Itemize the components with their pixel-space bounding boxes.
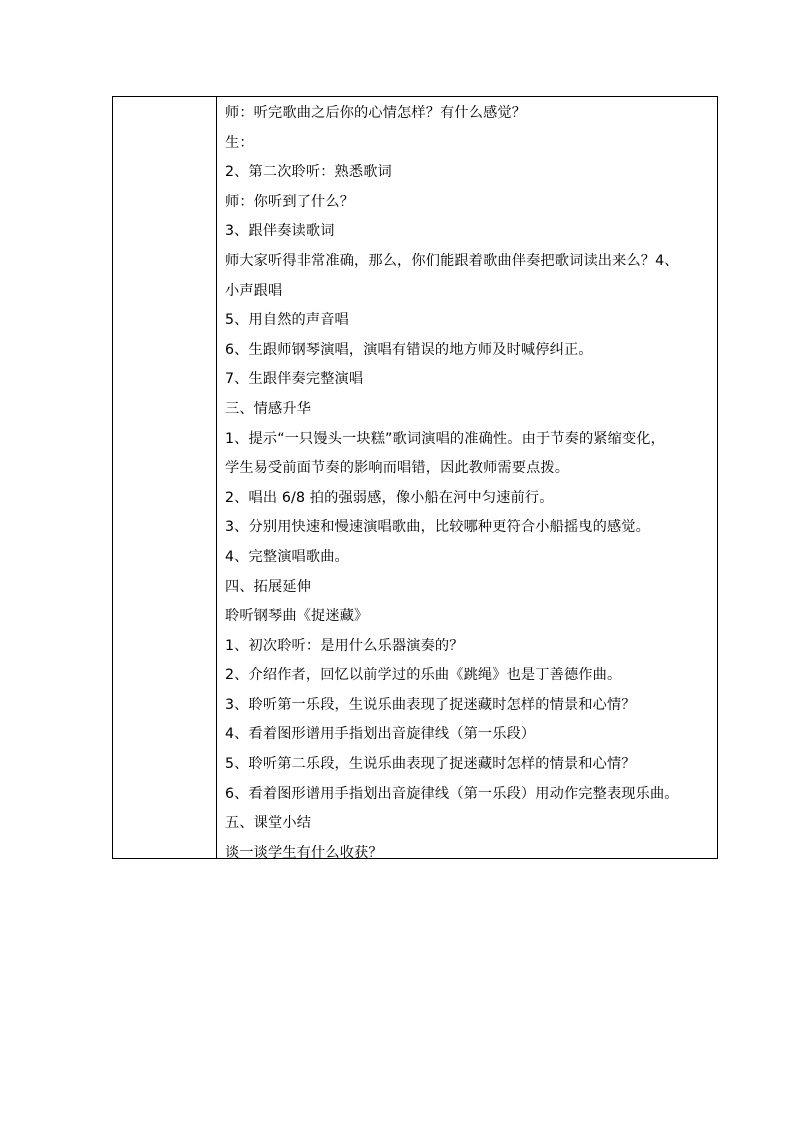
text-line: 3、分别用快速和慢速演唱歌曲，比较哪种更符合小船摇曳的感觉。 [225,519,650,536]
text-line: 6、看着图形谱用手指划出音旋律线（第一乐段）用动作完整表现乐曲。 [225,785,679,802]
text-line: 4、看着图形谱用手指划出音旋律线（第一乐段） [225,726,536,743]
text-line: 聆听钢琴曲《捉迷藏》 [225,608,369,625]
section-heading: 三、情感升华 [225,400,312,417]
content-column-cell [217,97,717,861]
text-line: 小声跟唱 [225,282,283,299]
text-line: 2、介绍作者，回忆以前学过的乐曲《跳绳》也是丁善德作曲。 [225,667,622,684]
text-line: 3、聆听第一乐段，生说乐曲表现了捉迷藏时怎样的情景和心情？ [225,696,636,713]
text-line: 1、提示“一只馒头一块糕”歌词演唱的准确性。由于节奏的紧缩变化， [225,430,665,447]
text-line: 学生易受前面节奏的影响而唱错，因此教师需要点拨。 [225,460,570,477]
lesson-plan-table [112,96,718,859]
text-line: 2、第二次聆听：熟悉歌词 [225,164,392,181]
text-line: 师：听完歌曲之后你的心情怎样？有什么感觉？ [225,105,527,121]
text-line: 师大家听得非常准确，那么，你们能跟着歌曲伴奏把歌词读出来么？4、 [225,252,679,269]
text-line: 1、初次聆听：是用什么乐器演奏的？ [225,637,464,654]
section-heading: 五、课堂小结 [225,815,312,832]
text-line: 5、聆听第二乐段，生说乐曲表现了捉迷藏时怎样的情景和心情？ [225,756,636,773]
text-line: 师：你听到了什么？ [225,193,355,210]
text-line: 6、生跟师钢琴演唱，演唱有错误的地方师及时喊停纠正。 [225,341,593,358]
text-line: 生： [225,134,254,151]
section-heading: 四、拓展延伸 [225,578,312,595]
text-line: 谈一谈学生有什么收获？ [225,844,383,861]
left-column-cell [113,97,217,858]
text-line: 4、完整演唱歌曲。 [225,548,349,565]
text-line: 3、跟伴奏读歌词 [225,223,335,240]
text-line: 7、生跟伴奏完整演唱 [225,371,364,388]
text-line: 5、用自然的声音唱 [225,312,349,329]
text-line: 2、唱出 6/8 拍的强弱感，像小船在河中匀速前行。 [225,489,554,506]
